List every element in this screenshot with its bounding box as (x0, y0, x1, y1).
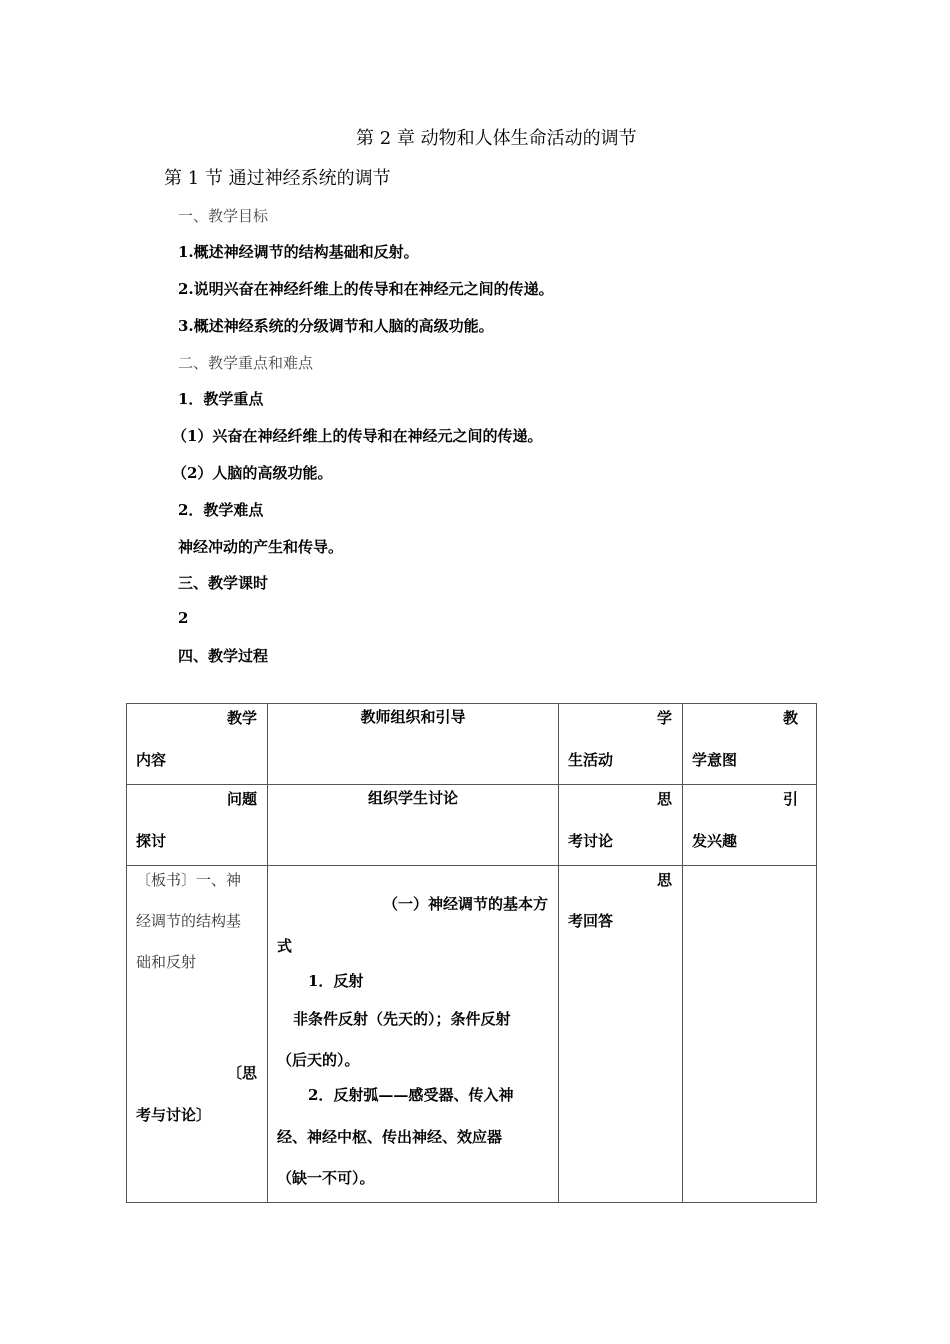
chapter-title: 第 2 章 动物和人体生命活动的调节 (356, 128, 637, 149)
cell-text: 础和反射 (136, 953, 197, 971)
difficulty-text: 神经冲动的产生和传导。 (178, 538, 344, 556)
goal-item: 2.说明兴奋在神经纤维上的传导和在神经元之间的传递。 (178, 280, 554, 298)
table-row (127, 866, 817, 1203)
cell-text: （后天的）。 (277, 1051, 360, 1069)
header-label: 教师组织和引导 (360, 708, 466, 726)
table-cell (559, 785, 683, 866)
cell-text: 探讨 (136, 832, 167, 850)
hours-value: 2 (178, 609, 189, 627)
cell-text: 问题 (226, 790, 257, 808)
cell-text: 〔思 (226, 1064, 257, 1082)
table-cell (683, 785, 817, 866)
key-point: （2）人脑的高级功能。 (172, 464, 333, 482)
header-label: 内容 (136, 751, 167, 769)
cell-text: 经、神经中枢、传出神经、效应器 (277, 1128, 503, 1146)
cell-text: 考与讨论〕 (136, 1106, 212, 1124)
cell-text: 〔板书〕一、神 (136, 871, 242, 889)
cell-text: 考回答 (568, 912, 614, 930)
cell-text: （缺一不可）。 (277, 1169, 375, 1187)
table-cell (559, 866, 683, 1203)
hours-heading: 三、教学课时 (178, 574, 269, 592)
cell-text: （一）神经调节的基本方 (382, 895, 548, 913)
header-cell-teacher (268, 704, 559, 785)
cell-text: 式 (277, 937, 293, 955)
header-label: 学意图 (692, 751, 738, 769)
header-label: 教学 (226, 709, 257, 727)
cell-text: 思 (656, 790, 672, 808)
cell-text: 非条件反射（先天的）；条件反射 (293, 1010, 511, 1028)
goals-heading: 一、教学目标 (178, 207, 269, 225)
difficulty-subheading: 2．教学难点 (178, 501, 264, 519)
section-title: 第 1 节 通过神经系统的调节 (164, 168, 391, 189)
table-cell (268, 785, 559, 866)
cell-text: 2．反射弧——感受器、传入神 (308, 1086, 514, 1104)
key-point: （1）兴奋在神经纤维上的传导和在神经元之间的传递。 (172, 427, 543, 445)
key-heading: 二、教学重点和难点 (178, 354, 314, 372)
table-cell (268, 866, 559, 1203)
process-heading: 四、教学过程 (178, 647, 269, 665)
header-label: 学 (656, 709, 672, 727)
header-label: 生活动 (568, 751, 614, 769)
cell-text: 发兴趣 (692, 832, 738, 850)
table-cell (127, 866, 268, 1203)
cell-text: 经调节的结构基 (136, 912, 242, 930)
goal-item: 3.概述神经系统的分级调节和人脑的高级功能。 (178, 317, 494, 335)
lesson-table (126, 703, 817, 1203)
cell-text: 引 (782, 790, 798, 808)
table-header-row (127, 704, 817, 785)
table-cell (127, 785, 268, 866)
header-cell-content (127, 704, 268, 785)
goal-item: 1.概述神经调节的结构基础和反射。 (178, 243, 419, 261)
header-cell-intent (683, 704, 817, 785)
header-label: 教 (782, 709, 798, 727)
cell-text: 组织学生讨论 (367, 789, 458, 807)
cell-text: 思 (656, 871, 672, 889)
table-cell (683, 866, 817, 1203)
header-cell-student (559, 704, 683, 785)
key-subheading: 1．教学重点 (178, 390, 264, 408)
table-row (127, 785, 817, 866)
cell-text: 1．反射 (308, 972, 364, 990)
cell-text: 考讨论 (568, 832, 614, 850)
